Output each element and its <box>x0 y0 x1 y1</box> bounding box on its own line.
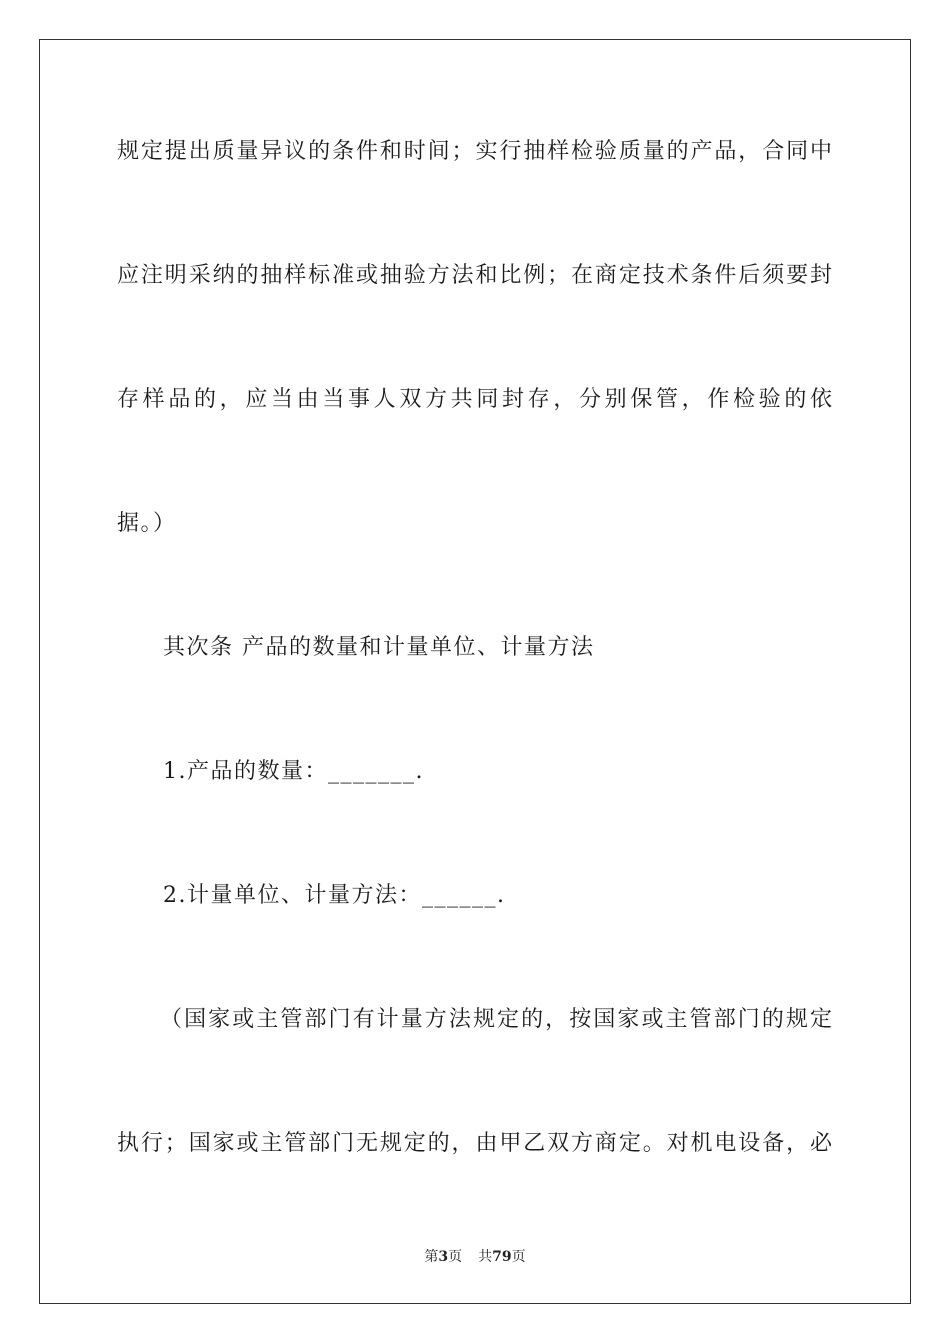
footer-total-pages: 79 <box>492 1249 512 1265</box>
footer-total-suffix: 页 <box>511 1249 526 1265</box>
footer-total-prefix: 共 <box>478 1249 493 1265</box>
body-line-4: 据。） <box>117 511 177 536</box>
list-item-quantity: 1.产品的数量：_______. <box>163 759 424 784</box>
page-footer <box>0 1248 950 1266</box>
body-line-1: 规定提出质量异议的条件和时间；实行抽样检验质量的产品，合同中 <box>117 139 832 164</box>
page-border <box>39 39 911 1304</box>
body-line-note-2: 执行；国家或主管部门无规定的，由甲乙双方商定。对机电设备，必 <box>117 1131 832 1156</box>
footer-page-number: 3 <box>438 1249 449 1265</box>
footer-page-suffix: 页 <box>448 1249 463 1265</box>
footer-page-prefix: 第 <box>424 1249 439 1265</box>
body-line-3: 存样品的，应当由当事人双方共同封存，分别保管，作检验的依 <box>117 387 832 412</box>
list-item-unit-method: 2.计量单位、计量方法：______. <box>163 883 506 908</box>
body-line-2: 应注明采纳的抽样标准或抽验方法和比例；在商定技术条件后须要封 <box>117 263 832 288</box>
body-line-note-1: （国家或主管部门有计量方法规定的，按国家或主管部门的规定 <box>160 1007 832 1032</box>
section-heading: 其次条 产品的数量和计量单位、计量方法 <box>163 635 595 660</box>
